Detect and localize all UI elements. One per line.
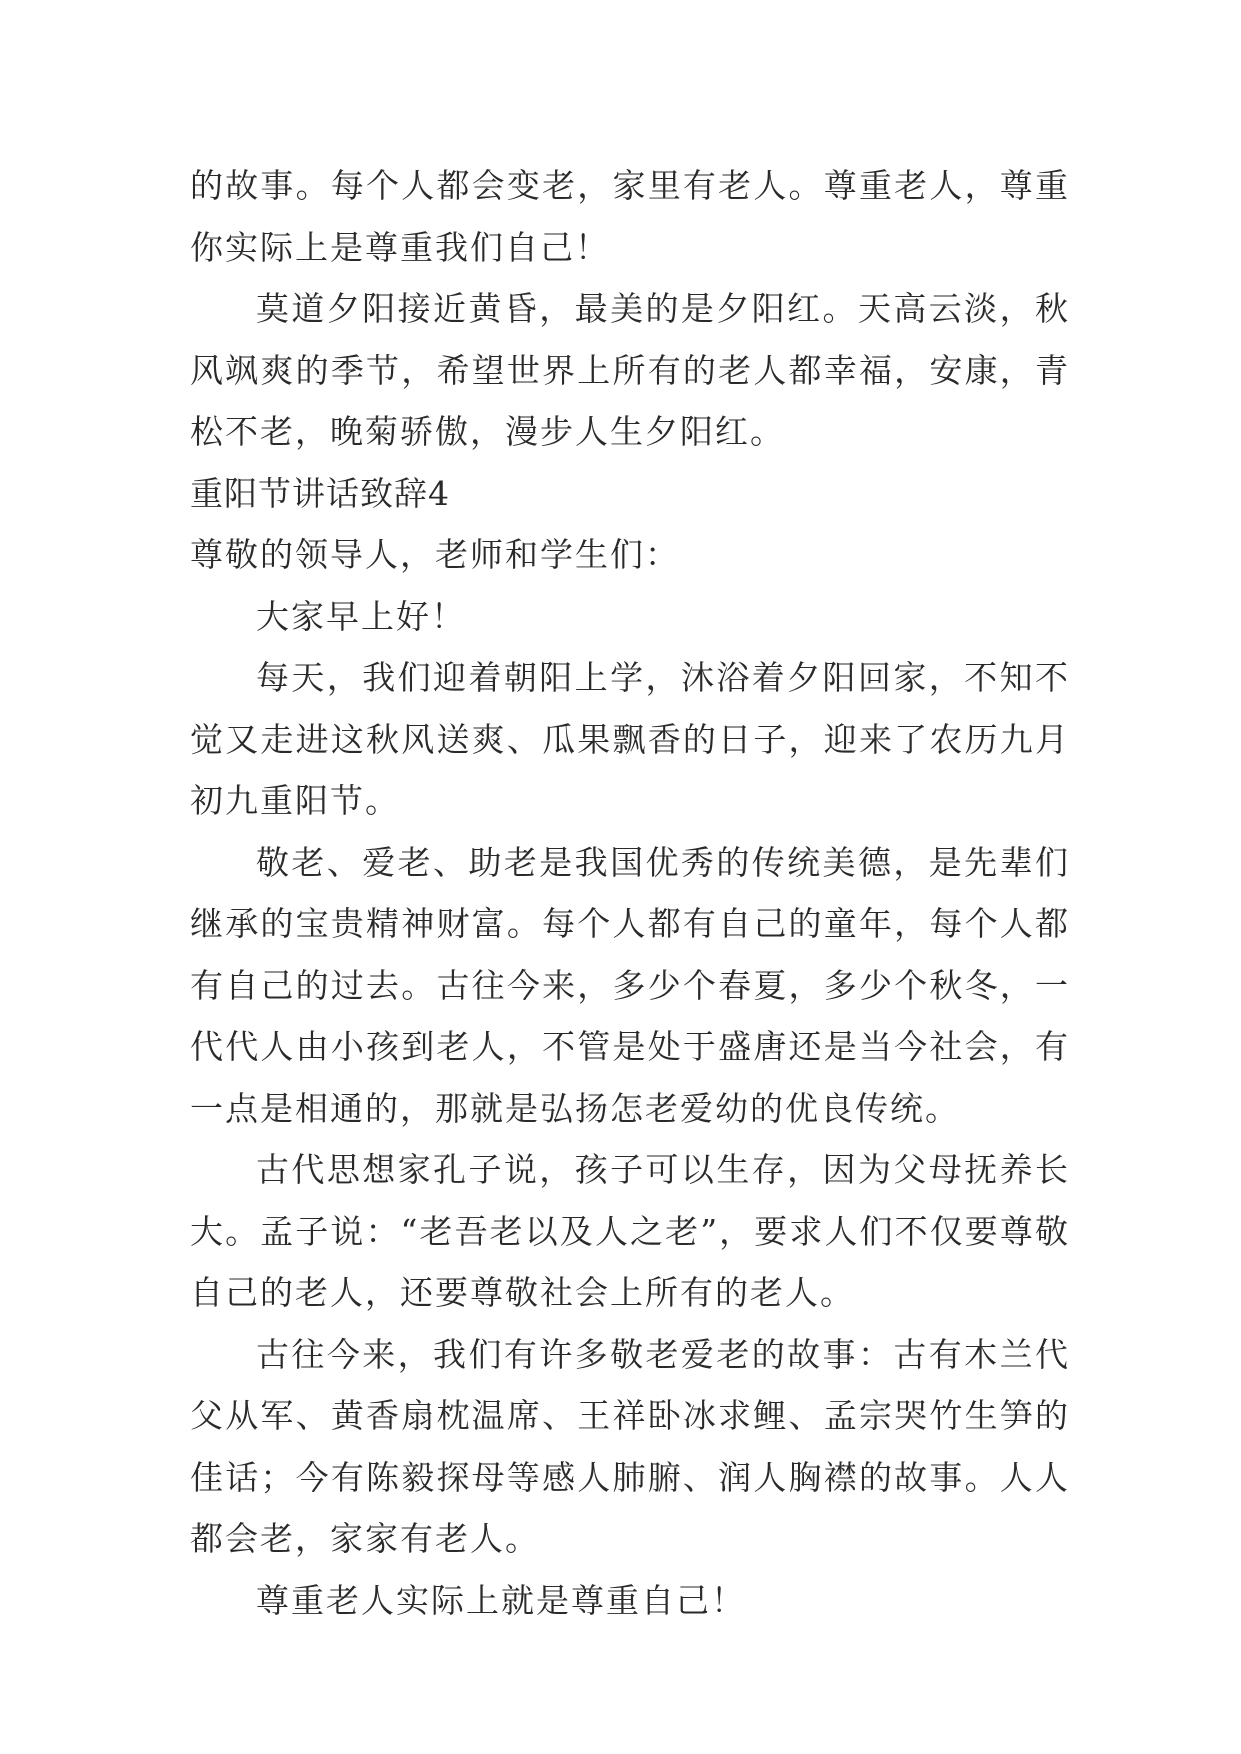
paragraph: 的故事。每个人都会变老，家里有老人。尊重老人，尊重你实际上是尊重我们自己！ <box>190 166 1070 267</box>
document-body <box>190 155 1070 1631</box>
greeting: 大家早上好！ <box>256 596 466 636</box>
paragraph: 每天，我们迎着朝阳上学，沐浴着夕阳回家，不知不觉又走进这秋风送爽、瓜果飘香的日子，迎来了农历九月初九重阳节。 <box>190 658 1070 820</box>
paragraph: 古代思想家孔子说，孩子可以生存，因为父母抚养长大。孟子说：“老吾老以及人之老”，要求人们不仅要尊敬自己的老人，还要尊敬社会上所有的老人。 <box>190 1150 1070 1312</box>
section-heading: 重阳节讲话致辞4 <box>190 473 450 513</box>
paragraph: 古往今来，我们有许多敬老爱老的故事：古有木兰代父从军、黄香扇枕温席、王祥卧冰求鲤、孟宗哭竹生笋的佳话；今有陈毅探母等感人肺腑、润人胸襟的故事。人人都会老，家家有老人。 <box>190 1334 1070 1558</box>
paragraph: 莫道夕阳接近黄昏，最美的是夕阳红。天高云淡，秋风飒爽的季节，希望世界上所有的老人都幸福，安康，青松不老，晚菊骄傲，漫步人生夕阳红。 <box>190 289 1070 451</box>
paragraph: 敬老、爱老、助老是我国优秀的传统美德，是先辈们继承的宝贵精神财富。每个人都有自己的童年，每个人都有自己的过去。古往今来，多少个春夏，多少个秋冬，一代代人由小孩到老人，不管是处于盛唐还是当今社会，有一点是相通的，那就是弘扬怎老爱幼的优良传统。 <box>190 842 1070 1128</box>
salutation: 尊敬的领导人，老师和学生们： <box>190 535 680 574</box>
closing-paragraph: 尊重老人实际上就是尊重自己！ <box>256 1580 746 1620</box>
